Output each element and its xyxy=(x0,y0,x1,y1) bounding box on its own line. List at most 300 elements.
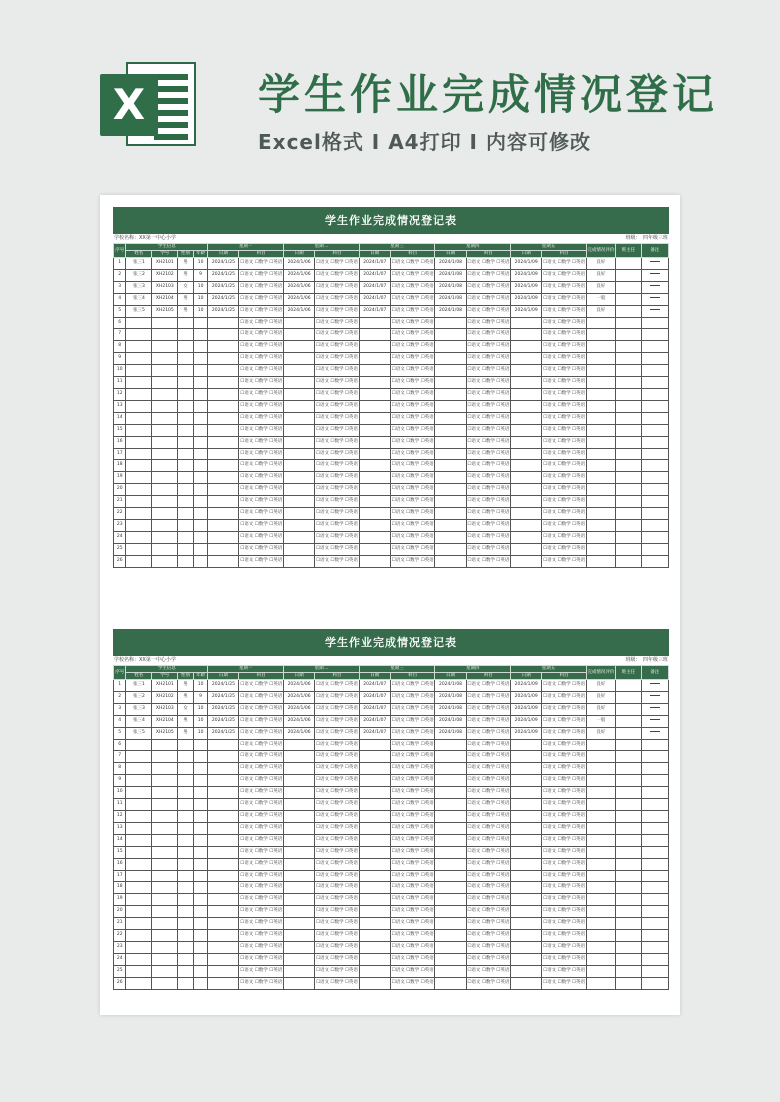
empty-date-cell xyxy=(511,799,542,811)
empty-cell xyxy=(615,787,641,799)
empty-cell xyxy=(641,448,668,460)
empty-cell xyxy=(641,496,668,508)
table-row xyxy=(114,412,669,424)
homework-date: 2024/1/25 xyxy=(208,281,239,293)
empty-cell xyxy=(641,555,668,567)
empty-cell xyxy=(193,365,208,377)
empty-date-cell xyxy=(359,894,390,906)
row-no: 15 xyxy=(114,424,126,436)
empty-cell xyxy=(193,751,208,763)
subject-checkboxes: ☐语文 ☐数学 ☐英语 xyxy=(390,870,435,882)
empty-date-cell xyxy=(208,353,239,365)
subject-checkboxes: ☐语文 ☐数学 ☐英语 xyxy=(542,317,587,329)
remark-cell xyxy=(641,269,668,281)
empty-date-cell xyxy=(284,810,315,822)
empty-date-cell xyxy=(511,953,542,965)
empty-cell xyxy=(193,448,208,460)
row-no: 5 xyxy=(114,727,126,739)
empty-date-cell xyxy=(359,918,390,930)
empty-cell xyxy=(586,918,615,930)
table-row xyxy=(114,496,669,508)
empty-cell xyxy=(193,424,208,436)
empty-date-cell xyxy=(511,810,542,822)
empty-cell xyxy=(178,941,194,953)
header-day: 星期五 xyxy=(511,244,587,251)
class-name: 班级： 四年级三班 xyxy=(625,657,668,663)
subject-checkboxes: ☐语文 ☐数学 ☐英语 xyxy=(466,941,511,953)
subject-checkboxes: ☐语文 ☐数学 ☐英语 xyxy=(239,555,284,567)
empty-cell xyxy=(615,341,641,353)
empty-date-cell xyxy=(208,799,239,811)
subject-checkboxes: ☐语文 ☐数学 ☐英语 xyxy=(315,412,360,424)
empty-cell xyxy=(178,810,194,822)
student-name: 张三4 xyxy=(126,293,152,305)
subject-checkboxes: ☐语文 ☐数学 ☐英语 xyxy=(542,555,587,567)
empty-cell xyxy=(615,555,641,567)
sheet-2 xyxy=(113,629,669,990)
empty-cell xyxy=(641,317,668,329)
subject-checkboxes: ☐语文 ☐数学 ☐英语 xyxy=(390,448,435,460)
homework-date: 2024/1/07 xyxy=(359,305,390,317)
table-row xyxy=(114,810,669,822)
empty-date-cell xyxy=(284,918,315,930)
subject-checkboxes: ☐语文 ☐数学 ☐英语 xyxy=(466,329,511,341)
empty-date-cell xyxy=(511,531,542,543)
empty-cell xyxy=(126,436,152,448)
empty-cell xyxy=(126,472,152,484)
empty-cell xyxy=(641,543,668,555)
empty-cell xyxy=(178,965,194,977)
header-name: 姓名 xyxy=(126,251,152,258)
subject-checkboxes: ☐语文 ☐数学 ☐英语 xyxy=(390,436,435,448)
empty-date-cell xyxy=(511,739,542,751)
empty-cell xyxy=(152,448,178,460)
empty-date-cell xyxy=(511,977,542,989)
subject-checkboxes: ☐语文 ☐数学 ☐英语 xyxy=(466,882,511,894)
subject-checkboxes: ☐语文 ☐数学 ☐英语 xyxy=(315,508,360,520)
empty-cell xyxy=(126,496,152,508)
empty-date-cell xyxy=(284,424,315,436)
empty-cell xyxy=(193,930,208,942)
subject-checkboxes: ☐语文 ☐数学 ☐英语 xyxy=(239,472,284,484)
subject-checkboxes: ☐语文 ☐数学 ☐英语 xyxy=(390,763,435,775)
remark-cell xyxy=(641,281,668,293)
table-row xyxy=(114,846,669,858)
subject-checkboxes: ☐语文 ☐数学 ☐英语 xyxy=(542,894,587,906)
empty-date-cell xyxy=(284,448,315,460)
table-row xyxy=(114,377,669,389)
empty-cell xyxy=(178,460,194,472)
empty-cell xyxy=(126,799,152,811)
empty-cell xyxy=(152,377,178,389)
empty-cell xyxy=(615,448,641,460)
empty-cell xyxy=(586,941,615,953)
empty-date-cell xyxy=(435,739,466,751)
subject-checkboxes: ☐语文 ☐数学 ☐英语 xyxy=(390,799,435,811)
table-row xyxy=(114,258,669,270)
subject-checkboxes: ☐语文 ☐数学 ☐英语 xyxy=(239,519,284,531)
empty-date-cell xyxy=(511,822,542,834)
subject-checkboxes: ☐语文 ☐数学 ☐英语 xyxy=(315,894,360,906)
empty-date-cell xyxy=(511,388,542,400)
empty-cell xyxy=(586,822,615,834)
header-no: 序号 xyxy=(114,244,126,258)
empty-date-cell xyxy=(511,519,542,531)
homework-date: 2024/1/09 xyxy=(511,715,542,727)
homework-date: 2024/1/06 xyxy=(284,281,315,293)
empty-date-cell xyxy=(359,412,390,424)
empty-date-cell xyxy=(208,388,239,400)
empty-cell xyxy=(193,882,208,894)
subject-checkboxes: ☐语文 ☐数学 ☐英语 xyxy=(239,953,284,965)
empty-cell xyxy=(178,846,194,858)
subject-checkboxes: ☐语文 ☐数学 ☐英语 xyxy=(239,799,284,811)
empty-date-cell xyxy=(511,484,542,496)
empty-cell xyxy=(615,436,641,448)
empty-date-cell xyxy=(511,858,542,870)
empty-date-cell xyxy=(208,751,239,763)
subject-checkboxes: ☐语文 ☐数学 ☐英语 xyxy=(239,448,284,460)
empty-date-cell xyxy=(359,882,390,894)
subject-checkboxes: ☐语文 ☐数学 ☐英语 xyxy=(390,460,435,472)
subject-checkboxes: ☐语文 ☐数学 ☐英语 xyxy=(390,882,435,894)
empty-date-cell xyxy=(359,365,390,377)
empty-cell xyxy=(586,834,615,846)
homework-date: 2024/1/06 xyxy=(284,691,315,703)
student-age: 10 xyxy=(193,293,208,305)
empty-cell xyxy=(193,739,208,751)
evaluation: 一般 xyxy=(586,715,615,727)
header-subject: 科目 xyxy=(466,673,511,680)
subject-checkboxes: ☐语文 ☐数学 ☐英语 xyxy=(542,834,587,846)
table-row xyxy=(114,281,669,293)
subject-checkboxes: ☐语文 ☐数学 ☐英语 xyxy=(239,822,284,834)
empty-cell xyxy=(126,341,152,353)
sheet-1 xyxy=(113,207,669,568)
empty-date-cell xyxy=(284,953,315,965)
empty-cell xyxy=(126,424,152,436)
subject-checkboxes: ☐语文 ☐数学 ☐英语 xyxy=(542,906,587,918)
empty-cell xyxy=(178,870,194,882)
header-evaluation: 完成情况评价 xyxy=(586,244,615,258)
subject-checkboxes: ☐语文 ☐数学 ☐英语 xyxy=(542,496,587,508)
subject-checkboxes: ☐语文 ☐数学 ☐英语 xyxy=(315,388,360,400)
subject-checkboxes: ☐语文 ☐数学 ☐英语 xyxy=(390,329,435,341)
empty-date-cell xyxy=(359,341,390,353)
homework-date: 2024/1/06 xyxy=(284,305,315,317)
subject-checkboxes: ☐语文 ☐数学 ☐英语 xyxy=(239,858,284,870)
table-row xyxy=(114,751,669,763)
subject-checkboxes: ☐语文 ☐数学 ☐英语 xyxy=(390,496,435,508)
empty-cell xyxy=(193,858,208,870)
empty-date-cell xyxy=(284,965,315,977)
subject-checkboxes: ☐语文 ☐数学 ☐英语 xyxy=(315,305,360,317)
empty-date-cell xyxy=(359,751,390,763)
empty-cell xyxy=(178,822,194,834)
empty-cell xyxy=(615,799,641,811)
row-no: 24 xyxy=(114,953,126,965)
subject-checkboxes: ☐语文 ☐数学 ☐英语 xyxy=(315,341,360,353)
empty-date-cell xyxy=(511,460,542,472)
empty-cell xyxy=(152,436,178,448)
row-no: 23 xyxy=(114,519,126,531)
subject-checkboxes: ☐语文 ☐数学 ☐英语 xyxy=(239,775,284,787)
empty-cell xyxy=(586,365,615,377)
remark-cell xyxy=(641,680,668,692)
remark-dash xyxy=(650,285,660,286)
empty-cell xyxy=(615,460,641,472)
empty-cell xyxy=(586,436,615,448)
empty-cell xyxy=(178,508,194,520)
empty-cell xyxy=(152,751,178,763)
empty-cell xyxy=(178,472,194,484)
student-gender: 男 xyxy=(178,680,194,692)
empty-cell xyxy=(126,810,152,822)
remark-cell xyxy=(641,293,668,305)
empty-cell xyxy=(641,472,668,484)
empty-cell xyxy=(641,870,668,882)
subject-checkboxes: ☐语文 ☐数学 ☐英语 xyxy=(315,810,360,822)
subject-checkboxes: ☐语文 ☐数学 ☐英语 xyxy=(466,400,511,412)
empty-date-cell xyxy=(435,787,466,799)
empty-cell xyxy=(152,543,178,555)
subject-checkboxes: ☐语文 ☐数学 ☐英语 xyxy=(542,727,587,739)
empty-cell xyxy=(615,424,641,436)
empty-date-cell xyxy=(511,424,542,436)
subject-checkboxes: ☐语文 ☐数学 ☐英语 xyxy=(542,846,587,858)
empty-cell xyxy=(641,834,668,846)
header-subject: 科目 xyxy=(390,673,435,680)
subject-checkboxes: ☐语文 ☐数学 ☐英语 xyxy=(315,448,360,460)
empty-cell xyxy=(126,543,152,555)
empty-date-cell xyxy=(284,822,315,834)
empty-date-cell xyxy=(435,460,466,472)
header-subject: 科目 xyxy=(466,251,511,258)
student-name: 张三2 xyxy=(126,691,152,703)
row-no: 11 xyxy=(114,799,126,811)
empty-date-cell xyxy=(511,400,542,412)
empty-date-cell xyxy=(284,941,315,953)
subject-checkboxes: ☐语文 ☐数学 ☐英语 xyxy=(315,727,360,739)
homework-date: 2024/1/25 xyxy=(208,305,239,317)
empty-cell xyxy=(193,543,208,555)
student-id: XH2102 xyxy=(152,269,178,281)
empty-cell xyxy=(586,775,615,787)
empty-date-cell xyxy=(435,858,466,870)
empty-cell xyxy=(193,977,208,989)
empty-date-cell xyxy=(208,977,239,989)
subject-checkboxes: ☐语文 ☐数学 ☐英语 xyxy=(466,305,511,317)
empty-cell xyxy=(586,555,615,567)
table-row xyxy=(114,472,669,484)
header-date: 日期 xyxy=(511,673,542,680)
empty-date-cell xyxy=(208,448,239,460)
empty-date-cell xyxy=(359,846,390,858)
empty-date-cell xyxy=(284,472,315,484)
homework-table xyxy=(113,665,669,990)
subject-checkboxes: ☐语文 ☐数学 ☐英语 xyxy=(239,388,284,400)
row-no: 10 xyxy=(114,365,126,377)
empty-cell xyxy=(586,965,615,977)
empty-date-cell xyxy=(435,472,466,484)
row-no: 6 xyxy=(114,739,126,751)
header-day: 星期一 xyxy=(208,666,284,673)
subject-checkboxes: ☐语文 ☐数学 ☐英语 xyxy=(239,703,284,715)
empty-cell xyxy=(586,496,615,508)
empty-cell xyxy=(152,472,178,484)
homework-table xyxy=(113,243,669,568)
subject-checkboxes: ☐语文 ☐数学 ☐英语 xyxy=(542,822,587,834)
table-row xyxy=(114,822,669,834)
empty-date-cell xyxy=(435,412,466,424)
empty-date-cell xyxy=(284,555,315,567)
empty-date-cell xyxy=(359,508,390,520)
subject-checkboxes: ☐语文 ☐数学 ☐英语 xyxy=(542,519,587,531)
empty-cell xyxy=(152,930,178,942)
row-no: 1 xyxy=(114,680,126,692)
subject-checkboxes: ☐语文 ☐数学 ☐英语 xyxy=(466,763,511,775)
empty-date-cell xyxy=(435,555,466,567)
subject-checkboxes: ☐语文 ☐数学 ☐英语 xyxy=(466,727,511,739)
subject-checkboxes: ☐语文 ☐数学 ☐英语 xyxy=(315,977,360,989)
empty-date-cell xyxy=(208,834,239,846)
header-day: 星期二 xyxy=(284,244,360,251)
table-row xyxy=(114,305,669,317)
empty-date-cell xyxy=(359,388,390,400)
row-no: 14 xyxy=(114,412,126,424)
table-row xyxy=(114,775,669,787)
empty-cell xyxy=(615,739,641,751)
subject-checkboxes: ☐语文 ☐数学 ☐英语 xyxy=(239,400,284,412)
empty-cell xyxy=(615,846,641,858)
table-row xyxy=(114,977,669,989)
empty-cell xyxy=(178,739,194,751)
subject-checkboxes: ☐语文 ☐数学 ☐英语 xyxy=(542,388,587,400)
empty-date-cell xyxy=(511,496,542,508)
student-gender: 男 xyxy=(178,258,194,270)
subject-checkboxes: ☐语文 ☐数学 ☐英语 xyxy=(542,543,587,555)
empty-cell xyxy=(126,834,152,846)
header-gender: 性别 xyxy=(178,251,194,258)
header-date: 日期 xyxy=(435,251,466,258)
empty-cell xyxy=(586,448,615,460)
empty-cell xyxy=(641,965,668,977)
subject-checkboxes: ☐语文 ☐数学 ☐英语 xyxy=(315,703,360,715)
header-day: 星期四 xyxy=(435,244,511,251)
subject-checkboxes: ☐语文 ☐数学 ☐英语 xyxy=(390,543,435,555)
remark-cell xyxy=(641,258,668,270)
empty-cell xyxy=(615,834,641,846)
empty-cell xyxy=(152,894,178,906)
sheet-info xyxy=(113,234,669,243)
subject-checkboxes: ☐语文 ☐数学 ☐英语 xyxy=(390,918,435,930)
homework-date: 2024/1/06 xyxy=(284,727,315,739)
empty-cell xyxy=(178,894,194,906)
student-id: XH2102 xyxy=(152,691,178,703)
student-id: XH2101 xyxy=(152,258,178,270)
empty-cell xyxy=(586,460,615,472)
empty-date-cell xyxy=(359,424,390,436)
empty-cell xyxy=(152,918,178,930)
table-row xyxy=(114,918,669,930)
student-age: 10 xyxy=(193,258,208,270)
empty-cell xyxy=(615,763,641,775)
student-id: XH2103 xyxy=(152,281,178,293)
remark-cell xyxy=(641,305,668,317)
subject-checkboxes: ☐语文 ☐数学 ☐英语 xyxy=(466,519,511,531)
subject-checkboxes: ☐语文 ☐数学 ☐英语 xyxy=(390,281,435,293)
empty-cell xyxy=(126,822,152,834)
subject-checkboxes: ☐语文 ☐数学 ☐英语 xyxy=(390,834,435,846)
empty-date-cell xyxy=(359,799,390,811)
empty-cell xyxy=(178,496,194,508)
subject-checkboxes: ☐语文 ☐数学 ☐英语 xyxy=(390,894,435,906)
empty-cell xyxy=(615,965,641,977)
subject-checkboxes: ☐语文 ☐数学 ☐英语 xyxy=(239,846,284,858)
empty-cell xyxy=(152,834,178,846)
empty-date-cell xyxy=(359,496,390,508)
header-student-info: 学生信息 xyxy=(126,666,208,673)
empty-date-cell xyxy=(359,822,390,834)
empty-cell xyxy=(193,775,208,787)
empty-date-cell xyxy=(208,496,239,508)
subject-checkboxes: ☐语文 ☐数学 ☐英语 xyxy=(542,775,587,787)
homework-date: 2024/1/25 xyxy=(208,258,239,270)
row-no: 7 xyxy=(114,329,126,341)
empty-cell xyxy=(126,751,152,763)
subject-checkboxes: ☐语文 ☐数学 ☐英语 xyxy=(315,775,360,787)
row-no: 5 xyxy=(114,305,126,317)
empty-cell xyxy=(152,424,178,436)
homework-date: 2024/1/08 xyxy=(435,293,466,305)
empty-date-cell xyxy=(208,858,239,870)
subject-checkboxes: ☐语文 ☐数学 ☐英语 xyxy=(542,751,587,763)
empty-cell xyxy=(615,870,641,882)
subject-checkboxes: ☐语文 ☐数学 ☐英语 xyxy=(315,317,360,329)
empty-cell xyxy=(586,484,615,496)
subject-checkboxes: ☐语文 ☐数学 ☐英语 xyxy=(542,941,587,953)
empty-date-cell xyxy=(208,775,239,787)
header-date: 日期 xyxy=(359,251,390,258)
evaluation: 良好 xyxy=(586,281,615,293)
empty-date-cell xyxy=(359,543,390,555)
empty-cell xyxy=(586,508,615,520)
subject-checkboxes: ☐语文 ☐数学 ☐英语 xyxy=(239,329,284,341)
empty-cell xyxy=(178,543,194,555)
homework-date: 2024/1/06 xyxy=(284,680,315,692)
empty-cell xyxy=(586,977,615,989)
empty-cell xyxy=(615,531,641,543)
empty-cell xyxy=(152,365,178,377)
empty-date-cell xyxy=(435,543,466,555)
empty-cell xyxy=(126,531,152,543)
empty-date-cell xyxy=(511,341,542,353)
empty-date-cell xyxy=(511,906,542,918)
empty-cell xyxy=(193,496,208,508)
empty-date-cell xyxy=(435,341,466,353)
empty-cell xyxy=(586,543,615,555)
empty-date-cell xyxy=(435,965,466,977)
empty-cell xyxy=(152,846,178,858)
subject-checkboxes: ☐语文 ☐数学 ☐英语 xyxy=(239,715,284,727)
subject-checkboxes: ☐语文 ☐数学 ☐英语 xyxy=(542,293,587,305)
empty-date-cell xyxy=(435,484,466,496)
subject-checkboxes: ☐语文 ☐数学 ☐英语 xyxy=(466,846,511,858)
subject-checkboxes: ☐语文 ☐数学 ☐英语 xyxy=(239,941,284,953)
empty-cell xyxy=(152,555,178,567)
empty-cell xyxy=(178,751,194,763)
subject-checkboxes: ☐语文 ☐数学 ☐英语 xyxy=(239,965,284,977)
